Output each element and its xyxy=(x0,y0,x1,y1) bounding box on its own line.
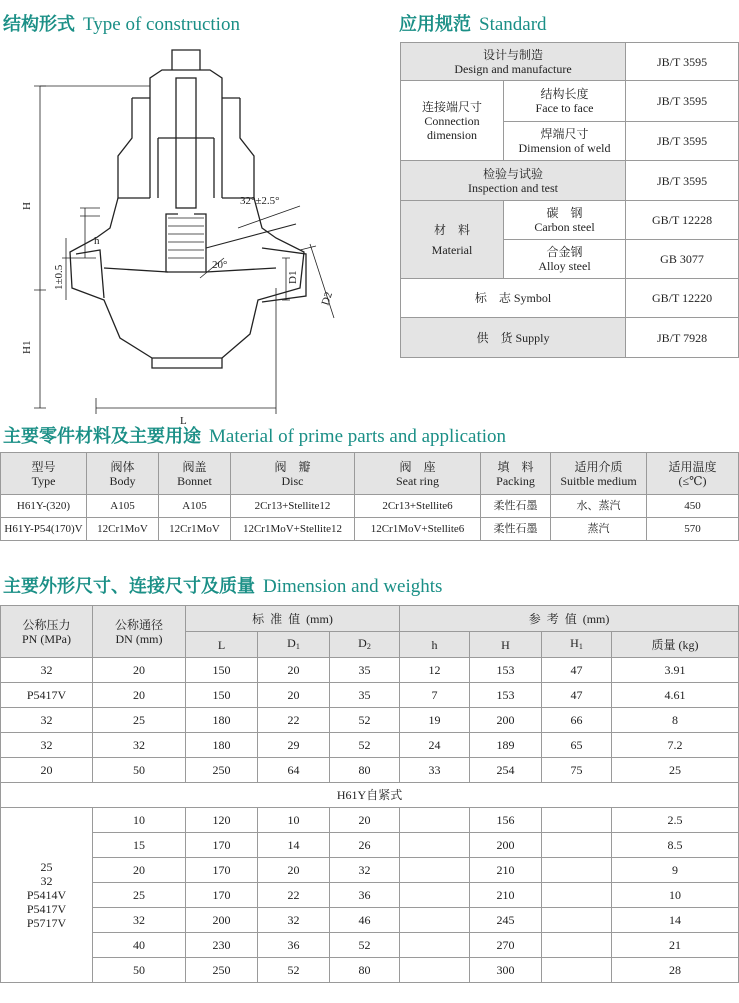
dimension-cell: 20 xyxy=(93,858,186,883)
dimension-cell: 52 xyxy=(330,733,400,758)
dimension-cell: 200 xyxy=(470,833,542,858)
dim-small-h-label: h xyxy=(94,235,100,247)
dimension-cell: 10 xyxy=(258,808,330,833)
std-inspection-value: JB/T 3595 xyxy=(626,161,739,201)
dimension-cell: 170 xyxy=(186,833,258,858)
materials-table xyxy=(0,452,739,541)
std-material-cell: 材 料 Material xyxy=(401,201,504,279)
materials-cell: H61Y-(320) xyxy=(1,495,87,518)
std-supply-cell: 供 货 Supply xyxy=(401,318,626,358)
std-face-cell: 结构长度 Face to face xyxy=(504,81,626,122)
dim-h1-label: H1 xyxy=(21,340,33,354)
dimension-cell: 24 xyxy=(400,733,470,758)
dimension-cell: 32 xyxy=(93,733,186,758)
dimension-cell: 32 xyxy=(258,908,330,933)
materials-header-cell: 适用介质 Suitble medium xyxy=(551,453,647,495)
dimension-cell: 250 xyxy=(186,758,258,783)
dim-header-d1: $D_1$ xyxy=(258,632,330,658)
std-weld-value: JB/T 3595 xyxy=(626,122,739,161)
dimension-cell xyxy=(542,883,612,908)
standard-table xyxy=(400,42,739,358)
dimension-cell: 52 xyxy=(258,958,330,983)
dimension-cell: P5417V xyxy=(1,683,93,708)
dim-header-dn: 公称通径 DN (mm) xyxy=(93,606,186,658)
dimension-cell: 26 xyxy=(330,833,400,858)
dimension-cell: 250 xyxy=(186,958,258,983)
dimension-row xyxy=(1,683,739,708)
dimension-group-row xyxy=(1,933,739,958)
std-face-value: JB/T 3595 xyxy=(626,81,739,122)
dim-header-pn: 公称压力 PN (MPa) xyxy=(1,606,93,658)
materials-cell: H61Y-P54(170)V xyxy=(1,518,87,541)
dimension-cell: 7 xyxy=(400,683,470,708)
dimension-cell xyxy=(400,808,470,833)
dimension-cell: 153 xyxy=(470,658,542,683)
dimension-cell: 52 xyxy=(330,933,400,958)
materials-cell: 12Cr1MoV xyxy=(159,518,231,541)
dimension-cell: 20 xyxy=(330,808,400,833)
materials-cell: 12Cr1MoV+Stellite6 xyxy=(355,518,481,541)
dimension-cell: 36 xyxy=(258,933,330,958)
dimension-cell: 22 xyxy=(258,708,330,733)
std-design-value: JB/T 3595 xyxy=(626,43,739,81)
materials-cell: 蒸汽 xyxy=(551,518,647,541)
materials-cell: 12Cr1MoV xyxy=(87,518,159,541)
dim-header-h-small: h xyxy=(400,632,470,658)
dimension-cell: 36 xyxy=(330,883,400,908)
dimension-cell: 230 xyxy=(186,933,258,958)
dimension-cell: 189 xyxy=(470,733,542,758)
dimension-cell: 15 xyxy=(93,833,186,858)
materials-header-row xyxy=(1,453,739,495)
materials-header-cell: 填 料 Packing xyxy=(481,453,551,495)
dimension-cell: 170 xyxy=(186,858,258,883)
dimension-cell: 20 xyxy=(258,658,330,683)
group-pn-cell: 25 32 P5414V P5417V P5717V xyxy=(1,808,93,983)
materials-header-cell: 阀 座 Seat ring xyxy=(355,453,481,495)
dimension-cell: 66 xyxy=(542,708,612,733)
dimension-cell: 9 xyxy=(612,858,739,883)
construction-title: 结构形式 Type of construction xyxy=(3,14,240,35)
dimension-cell xyxy=(542,958,612,983)
materials-row xyxy=(1,518,739,541)
dimension-cell: 7.2 xyxy=(612,733,739,758)
dim-header-standard: 标 准 值 (mm) xyxy=(186,606,400,632)
dimension-cell: 65 xyxy=(542,733,612,758)
dimension-cell xyxy=(542,858,612,883)
dimension-group-row xyxy=(1,883,739,908)
dimension-row xyxy=(1,758,739,783)
dimension-cell xyxy=(400,908,470,933)
std-alloy-cell: 合金钢 Alloy steel xyxy=(504,240,626,279)
dimension-cell: 200 xyxy=(470,708,542,733)
materials-cell: 水、蒸汽 xyxy=(551,495,647,518)
dimension-cell: 35 xyxy=(330,683,400,708)
dimension-cell: 170 xyxy=(186,883,258,908)
dimension-cell: 50 xyxy=(93,758,186,783)
dimension-cell: 270 xyxy=(470,933,542,958)
materials-header-cell: 阀盖 Bonnet xyxy=(159,453,231,495)
materials-header-cell: 阀 瓣 Disc xyxy=(231,453,355,495)
dimension-cell: 46 xyxy=(330,908,400,933)
std-design-cell: 设计与制造 Design and manufacture xyxy=(401,43,626,81)
dimension-cell: 150 xyxy=(186,683,258,708)
dimension-cell: 40 xyxy=(93,933,186,958)
dimension-cell: 8 xyxy=(612,708,739,733)
materials-header-cell: 适用温度 (≤℃) xyxy=(647,453,739,495)
self-sealing-section-label: H61Y自紧式 xyxy=(1,783,739,808)
dimension-cell: 2.5 xyxy=(612,808,739,833)
dimension-group-row xyxy=(1,833,739,858)
dimension-row xyxy=(1,658,739,683)
dimension-cell: 300 xyxy=(470,958,542,983)
materials-row xyxy=(1,495,739,518)
materials-header-cell: 阀体 Body xyxy=(87,453,159,495)
dimension-cell: 25 xyxy=(93,708,186,733)
dimension-cell: 180 xyxy=(186,708,258,733)
dimension-cell: 20 xyxy=(93,683,186,708)
std-connection-cell: 连接端尺寸 Connection dimension xyxy=(401,81,504,161)
dimension-cell: 32 xyxy=(93,908,186,933)
dimension-cell xyxy=(542,933,612,958)
dimension-cell: 210 xyxy=(470,883,542,908)
dimension-cell: 3.91 xyxy=(612,658,739,683)
dim-l-label: L xyxy=(180,415,187,427)
dimension-cell: 210 xyxy=(470,858,542,883)
dimension-cell xyxy=(400,958,470,983)
dimension-group-row xyxy=(1,908,739,933)
materials-cell: 570 xyxy=(647,518,739,541)
materials-cell: A105 xyxy=(159,495,231,518)
dim-header-h: H xyxy=(470,632,542,658)
dimension-cell: 12 xyxy=(400,658,470,683)
dimension-cell: 80 xyxy=(330,758,400,783)
dimension-cell xyxy=(400,833,470,858)
dimension-cell: 32 xyxy=(330,858,400,883)
dimension-cell: 47 xyxy=(542,683,612,708)
materials-cell: 12Cr1MoV+Stellite12 xyxy=(231,518,355,541)
dim-header-mass: 质量 (kg) xyxy=(612,632,739,658)
dim-header-h1: $H_1$ xyxy=(542,632,612,658)
dimension-cell: 180 xyxy=(186,733,258,758)
dim-h-label: H xyxy=(21,202,33,210)
materials-title: 主要零件材料及主要用途 Material of prime parts and application xyxy=(3,426,507,447)
dimension-cell: 52 xyxy=(330,708,400,733)
dimension-cell xyxy=(542,908,612,933)
materials-header-cell: 型号 Type xyxy=(1,453,87,495)
dimension-cell: 75 xyxy=(542,758,612,783)
dimension-cell xyxy=(542,808,612,833)
dim-tolerance-label: 1±0.5 xyxy=(53,264,65,290)
dimension-cell: 28 xyxy=(612,958,739,983)
materials-cell: 2Cr13+Stellite6 xyxy=(355,495,481,518)
dimension-cell: 150 xyxy=(186,658,258,683)
dimension-cell: 14 xyxy=(258,833,330,858)
dimension-cell: 32 xyxy=(1,658,93,683)
dimension-cell: 22 xyxy=(258,883,330,908)
angle-20-label: 20° xyxy=(212,259,228,271)
dimension-cell: 20 xyxy=(258,858,330,883)
dimension-group-row xyxy=(1,808,739,833)
dimension-cell: 32 xyxy=(1,708,93,733)
dimension-cell: 50 xyxy=(93,958,186,983)
dimension-cell: 20 xyxy=(258,683,330,708)
dimensions-title: 主要外形尺寸、连接尺寸及质量 Dimension and weights xyxy=(3,576,443,597)
materials-cell: 柔性石墨 xyxy=(481,495,551,518)
dimension-cell: 35 xyxy=(330,658,400,683)
dimension-cell: 4.61 xyxy=(612,683,739,708)
dimension-cell: 80 xyxy=(330,958,400,983)
dimension-group-row xyxy=(1,958,739,983)
dimension-cell: 20 xyxy=(93,658,186,683)
angle-32-label: 32°±2.5° xyxy=(240,195,280,207)
dimension-cell xyxy=(400,933,470,958)
dimension-cell: 8.5 xyxy=(612,833,739,858)
materials-cell: 450 xyxy=(647,495,739,518)
dimension-cell xyxy=(542,833,612,858)
dimension-cell: 10 xyxy=(612,883,739,908)
dim-header-d2: $D_2$ xyxy=(330,632,400,658)
dimension-cell: 245 xyxy=(470,908,542,933)
valve-construction-drawing xyxy=(0,38,360,427)
dimension-cell: 25 xyxy=(612,758,739,783)
dim-header-l: L xyxy=(186,632,258,658)
std-inspection-cell: 检验与试验 Inspection and test xyxy=(401,161,626,201)
std-symbol-cell: 标 志 Symbol xyxy=(401,279,626,318)
dimension-cell: 10 xyxy=(93,808,186,833)
dimension-cell: 32 xyxy=(1,733,93,758)
dimension-row xyxy=(1,733,739,758)
dimension-cell: 254 xyxy=(470,758,542,783)
dimensions-table xyxy=(0,605,739,983)
std-alloy-value: GB 3077 xyxy=(626,240,739,279)
standard-title: 应用规范 Standard xyxy=(399,14,547,35)
std-weld-cell: 焊端尺寸 Dimension of weld xyxy=(504,122,626,161)
dimension-cell: 19 xyxy=(400,708,470,733)
dimension-cell: 20 xyxy=(1,758,93,783)
dimension-cell: 200 xyxy=(186,908,258,933)
dimension-cell: 47 xyxy=(542,658,612,683)
dimension-cell: 21 xyxy=(612,933,739,958)
std-carbon-cell: 碳 钢 Carbon steel xyxy=(504,201,626,240)
dim-header-reference: 参 考 值 (mm) xyxy=(400,606,739,632)
dim-d2-label: D2 xyxy=(319,290,336,307)
dim-d1-label: D1 xyxy=(287,270,299,284)
dimension-cell xyxy=(400,858,470,883)
materials-cell: 2Cr13+Stellite12 xyxy=(231,495,355,518)
dimension-row xyxy=(1,708,739,733)
materials-cell: 柔性石墨 xyxy=(481,518,551,541)
std-carbon-value: GB/T 12228 xyxy=(626,201,739,240)
dimension-group-row xyxy=(1,858,739,883)
dimension-cell: 14 xyxy=(612,908,739,933)
dimension-cell xyxy=(400,883,470,908)
dimension-cell: 29 xyxy=(258,733,330,758)
dimension-cell: 64 xyxy=(258,758,330,783)
dimension-cell: 153 xyxy=(470,683,542,708)
dimension-cell: 25 xyxy=(93,883,186,908)
dimension-cell: 156 xyxy=(470,808,542,833)
std-symbol-value: GB/T 12220 xyxy=(626,279,739,318)
dimension-cell: 120 xyxy=(186,808,258,833)
materials-cell: A105 xyxy=(87,495,159,518)
dimension-cell: 33 xyxy=(400,758,470,783)
std-supply-value: JB/T 7928 xyxy=(626,318,739,358)
